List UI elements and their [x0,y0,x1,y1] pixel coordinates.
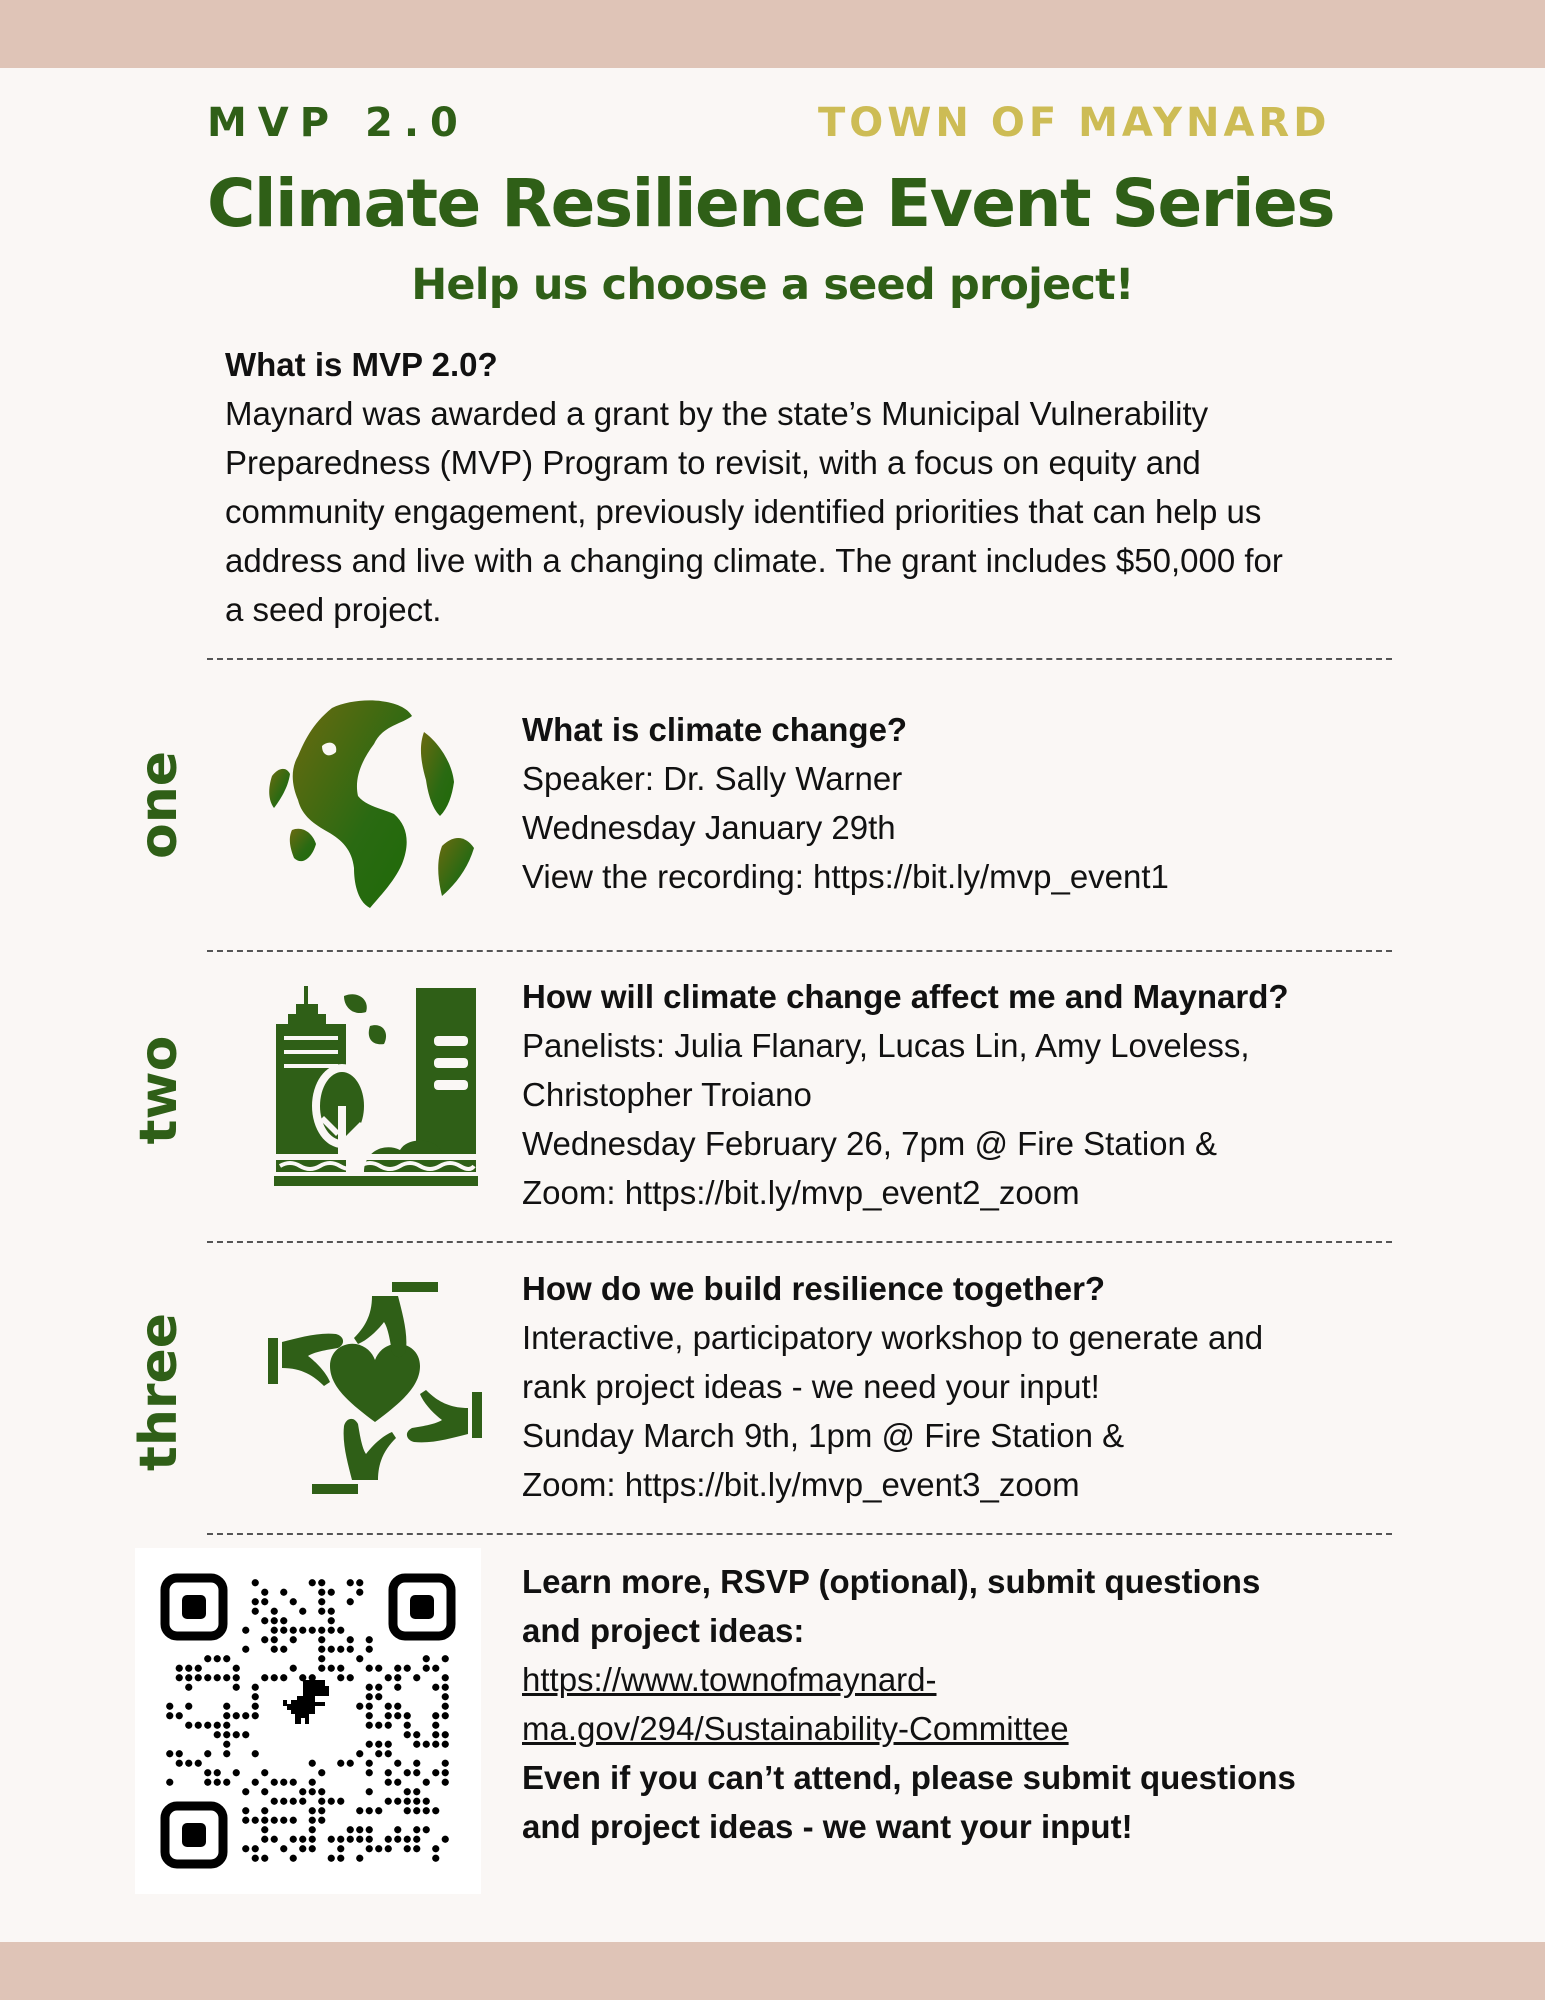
event-line: View the recording: https://bit.ly/mvp_event1 [522,858,1169,895]
divider [207,950,1392,952]
event-line: Zoom: https://bit.ly/mvp_event2_zoom [522,1174,1080,1211]
intro-line: community engagement, previously identified priorities that can help us [225,493,1262,530]
event-heading: What is climate change? [522,711,908,748]
event-line: Speaker: Dr. Sally Warner [522,760,903,797]
divider [207,1533,1392,1535]
event-line: Wednesday January 29th [522,809,896,846]
intro-question: What is MVP 2.0? [225,346,498,383]
globe-icon [262,696,486,914]
event-number-one: one [129,751,189,860]
link-line: ma.gov/294/Sustainability-Committee [522,1710,1069,1747]
page-title: Climate Resilience Event Series [207,165,1335,242]
town-label: TOWN OF MAYNARD [818,100,1331,146]
event-three [522,1264,1422,1509]
hands-heart-icon [268,1282,482,1494]
event-line: Zoom: https://bit.ly/mvp_event3_zoom [522,1466,1080,1503]
event-line: Panelists: Julia Flanary, Lucas Lin, Amy Loveless, [522,1027,1250,1064]
divider [207,658,1392,660]
closing-line: and project ideas - we want your input! [522,1808,1133,1845]
intro-line: Maynard was awarded a grant by the state’s Municipal Vulnerability [225,395,1209,432]
event-number-three: three [129,1312,189,1472]
page-subtitle: Help us choose a seed project! [411,260,1134,310]
top-band [0,0,1545,68]
cta-line: and project ideas: [522,1612,805,1649]
event-line: Wednesday February 26, 7pm @ Fire Station & [522,1125,1218,1162]
intro-line: a seed project. [225,591,442,628]
closing-line: Even if you can’t attend, please submit questions [522,1759,1296,1796]
event-two [522,972,1422,1217]
event-number-two: two [129,1035,189,1145]
event-heading: How do we build resilience together? [522,1270,1106,1307]
footer-section [522,1557,1402,1851]
event-one [522,705,1422,901]
sustainability-committee-link[interactable] [522,1655,1402,1704]
event-line: Interactive, participatory workshop to generate and [522,1319,1264,1356]
program-label: MVP 2.0 [207,100,469,146]
intro-section [225,340,1395,634]
event-line: Sunday March 9th, 1pm @ Fire Station & [522,1417,1125,1454]
qr-code-icon[interactable] [135,1548,481,1894]
intro-line: address and live with a changing climate. The grant includes $50,000 for [225,542,1283,579]
qr-code-graphic [135,1548,481,1894]
event-heading: How will climate change affect me and Maynard? [522,978,1289,1015]
intro-line: Preparedness (MVP) Program to revisit, with a focus on equity and [225,444,1201,481]
event-line: Christopher Troiano [522,1076,812,1113]
event-line: rank project ideas - we need your input! [522,1368,1100,1405]
cta-line: Learn more, RSVP (optional), submit questions [522,1563,1261,1600]
city-nature-icon [274,986,478,1186]
sustainability-committee-link[interactable] [522,1704,1402,1753]
bottom-band [0,1942,1545,2000]
divider [207,1241,1392,1243]
link-line: https://www.townofmaynard- [522,1661,937,1698]
